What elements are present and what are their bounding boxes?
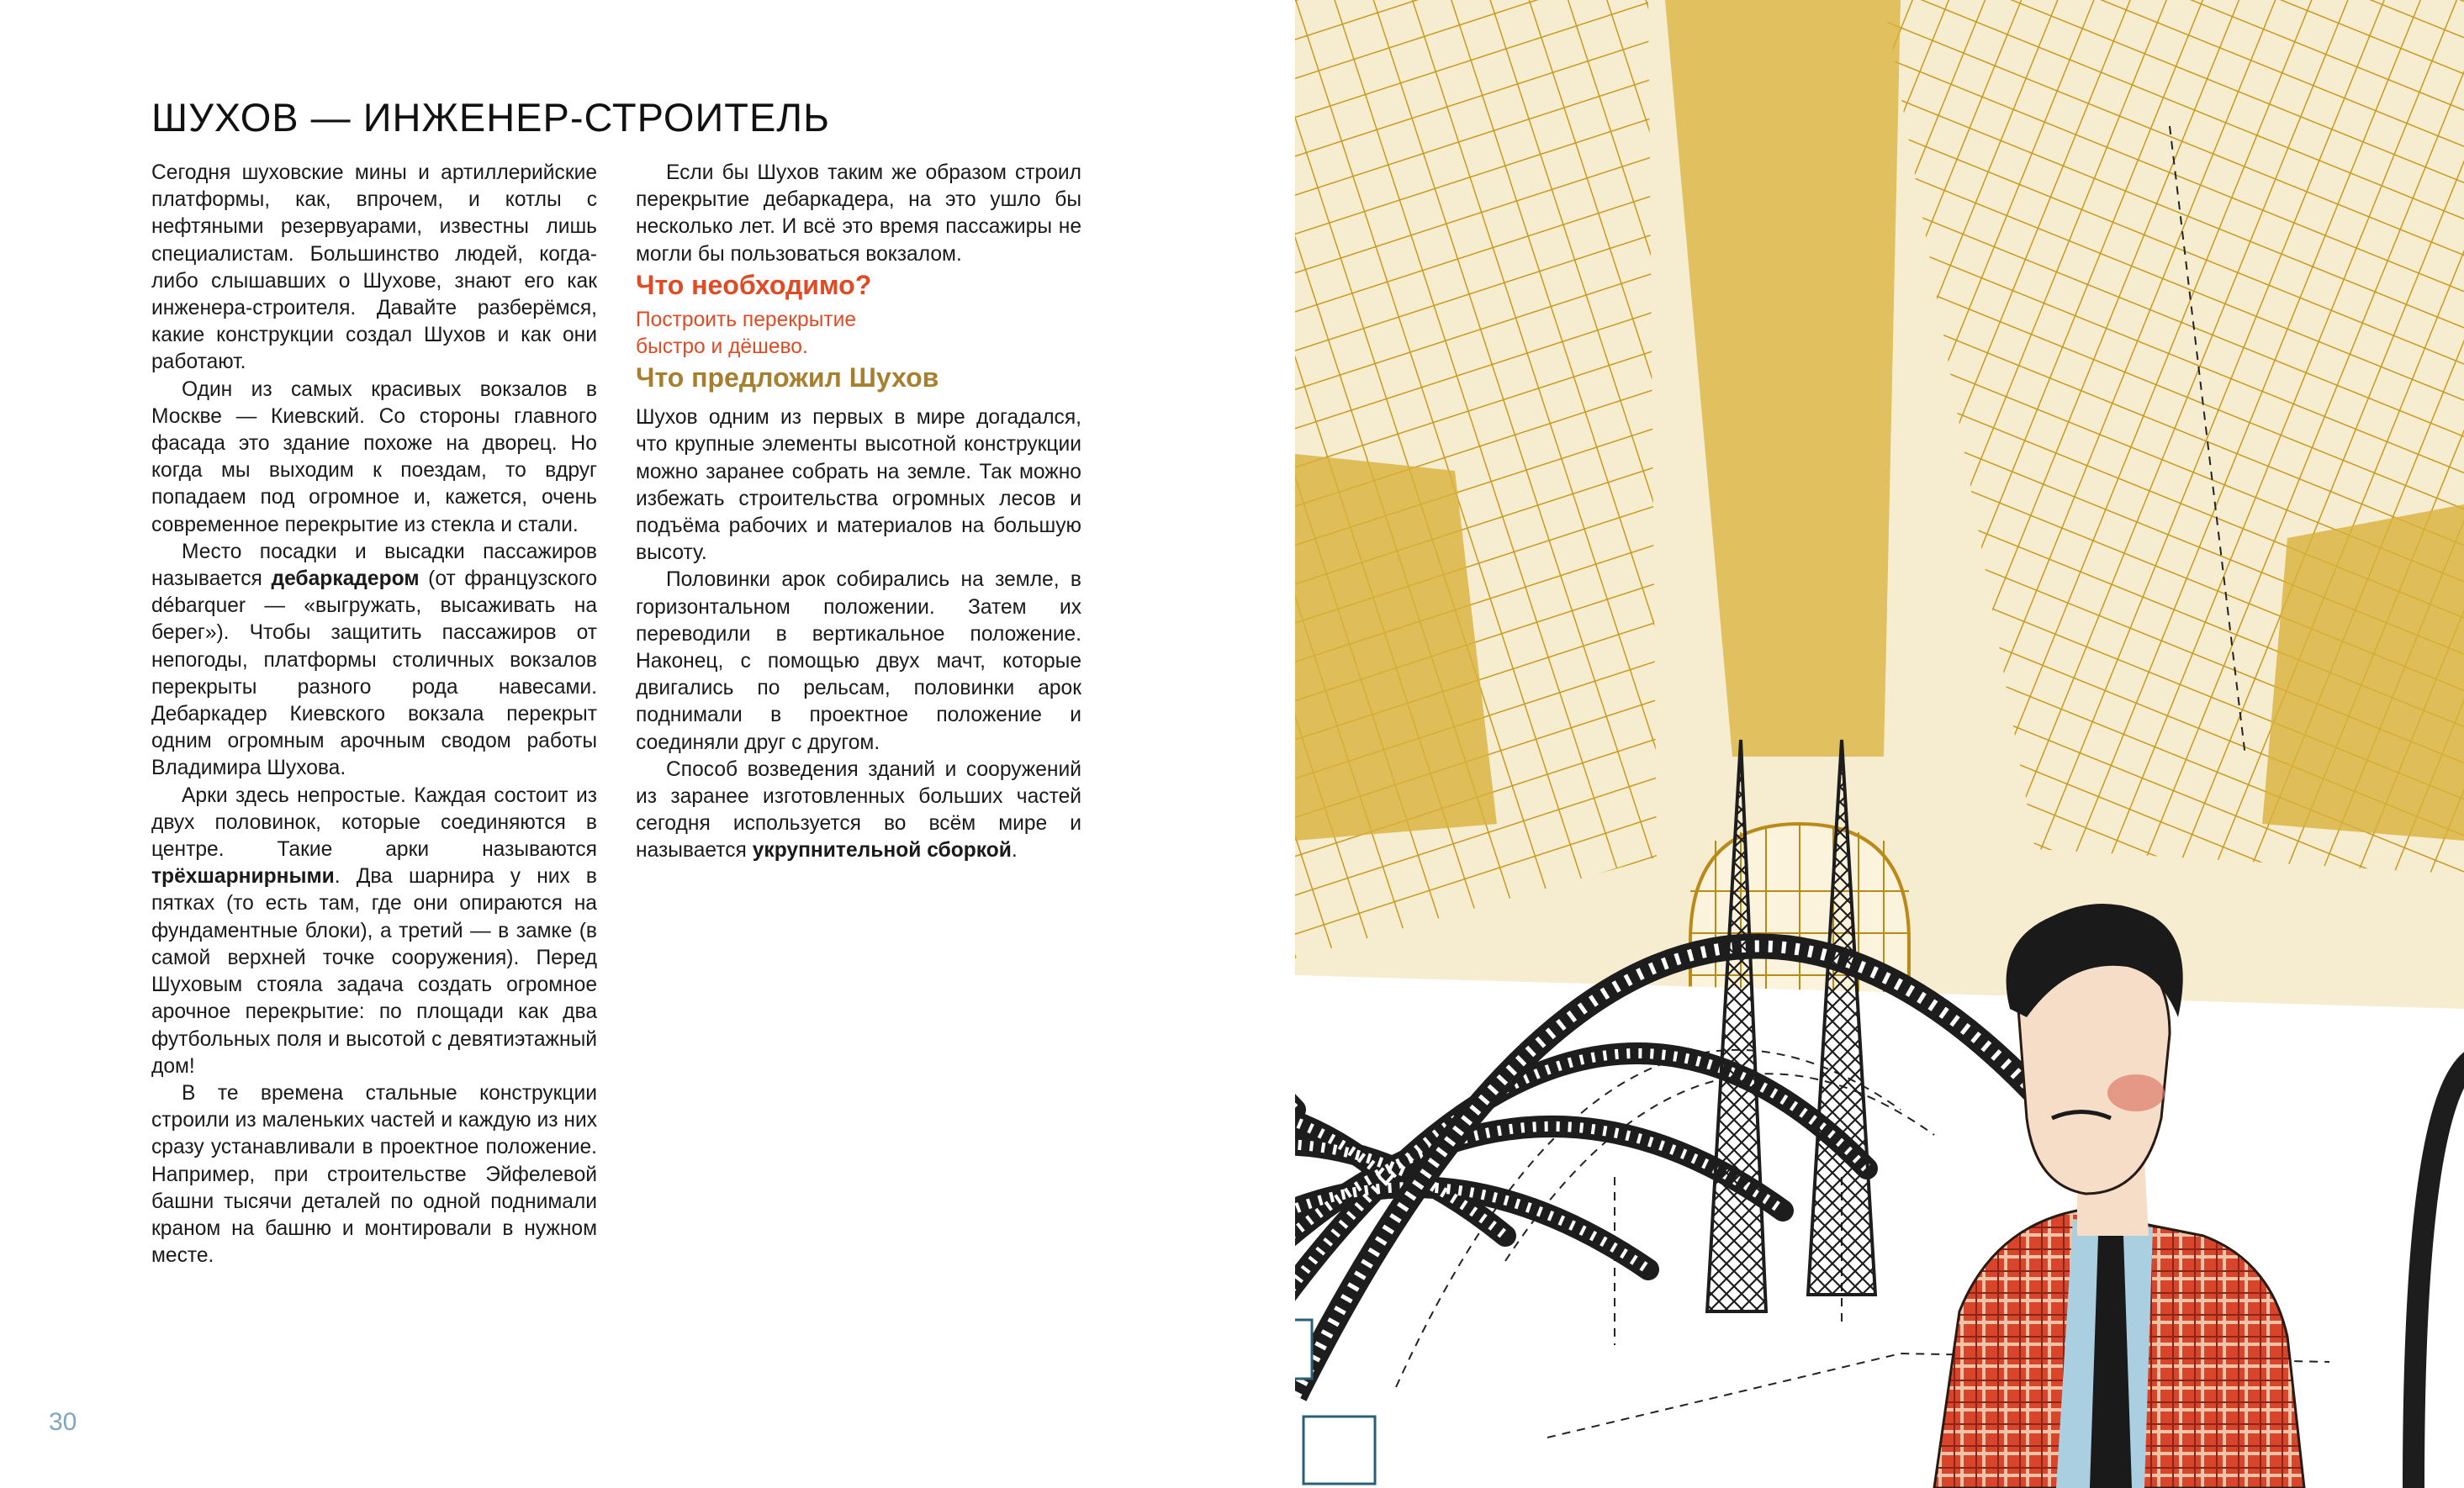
paragraph-proposal: Шухов одним из первых в мире догадался, что крупные элементы высотной конструкции можно заранее собрать на земле. Так можно избежать строительства огромных лесов и подъёма рабочих и материалов на большую высоту. [636,406,1081,565]
paragraph-intro: Сегодня шуховские мины и артиллерийские платформы, как, впрочем, и котлы с нефтяными резервуарами, известны лишь специалистам. Большинство людей, когда-либо слышавших о Шухове, знают его как инженера-строителя. Давайте разберёмся, какие конструкции создал Шухов и как они работают. [151,161,597,374]
foundation-block-3 [1295,1320,1312,1379]
need-line-2: быстро и дёшево. [636,335,808,359]
left-text-column [151,160,597,1269]
paragraph-debarkader [151,539,597,783]
paragraph-debarkader-part1: Место посадки и высадки пассажиров называется [151,540,597,591]
paragraph-arches [151,783,597,1080]
paragraph-debarkader-part2: (от французского débarquer — «выгружать, высаживать на берег»). Чтобы защитить пассажиров от непогоды, платформы столичных вокзалов перекрыты разного рода навесами. Дебаркадер Киевского вокзала перекрыт одним огромным арочным сводом работы Владимира Шухова. [151,567,597,780]
foundation-block-4 [1303,1417,1375,1484]
paragraph-kievsky: Один из самых красивых вокзалов в Москве — Киевский. Со стороны главного фасада это здание похоже на дворец. Но когда мы выходим к поездам, то вдруг попадаем под огромное и, кажется, очень современное перекрытие из стекла и стали. [151,377,597,536]
need-heading: Что необходимо? [636,269,872,300]
page-title: ШУХОВ — ИНЖЕНЕР-СТРОИТЕЛЬ [151,95,830,140]
paragraph-assembly: Половинки арок собирались на земле, в горизонтальном положении. Затем их переводили в вертикальное положение. Наконец, с помощью двух мачт, которые двигались по рельсам, половинки арок поднимали в проектное положение и соединяли друг с другом. [636,568,1081,754]
paragraph-years: Если бы Шухов таким же образом строил перекрытие дебаркадера, на это ушло бы несколько лет. И всё это время пассажиры не могли бы пользоваться вокзалом. [636,161,1081,266]
paragraph-method-part2: . [1011,839,1018,863]
station-vault-illustration [1295,0,2464,1488]
right-text-column [636,160,1081,865]
page-number: 30 [49,1408,77,1436]
need-line-1: Построить перекрытие [636,308,857,331]
proposal-heading: Что предложил Шухов [636,362,939,393]
term-three-hinged: трёхшарнирными [151,865,335,889]
paragraph-arches-part2: . Два шарнира у них в пятках (то есть там, где они опираются на фундаментные блоки), а третий — в замке (в самой верхней точке сооружения). Перед Шуховым стояла задача создать огромное арочное перекрытие: по площади как два футбольных поля и высотой с девятиэтажный дом! [151,865,597,1078]
cheek [2107,1074,2165,1111]
term-debarkader: дебаркадером [271,567,420,591]
paragraph-method-part1: Способ возведения зданий и сооружений из заранее изготовленных больших частей сегодня используется во всём мире и называется [636,757,1081,863]
vault-gold-band-right [2262,504,2464,841]
paragraph-arches-part1: Арки здесь непростые. Каждая состоит из двух половинок, которые соединяются в центре. Такие арки называются [151,784,597,862]
paragraph-method [636,757,1081,865]
term-enlarged-assembly: укрупнительной сборкой [752,839,1012,863]
need-text [636,307,1081,361]
paragraph-eiffel: В те времена стальные конструкции строили из маленьких частей и каждую из них сразу устанавливали в проектное положение. Например, при строительстве Эйфелевой башни тысячи деталей по одной поднимали краном на башню и монтировали в нужном месте. [151,1081,597,1268]
